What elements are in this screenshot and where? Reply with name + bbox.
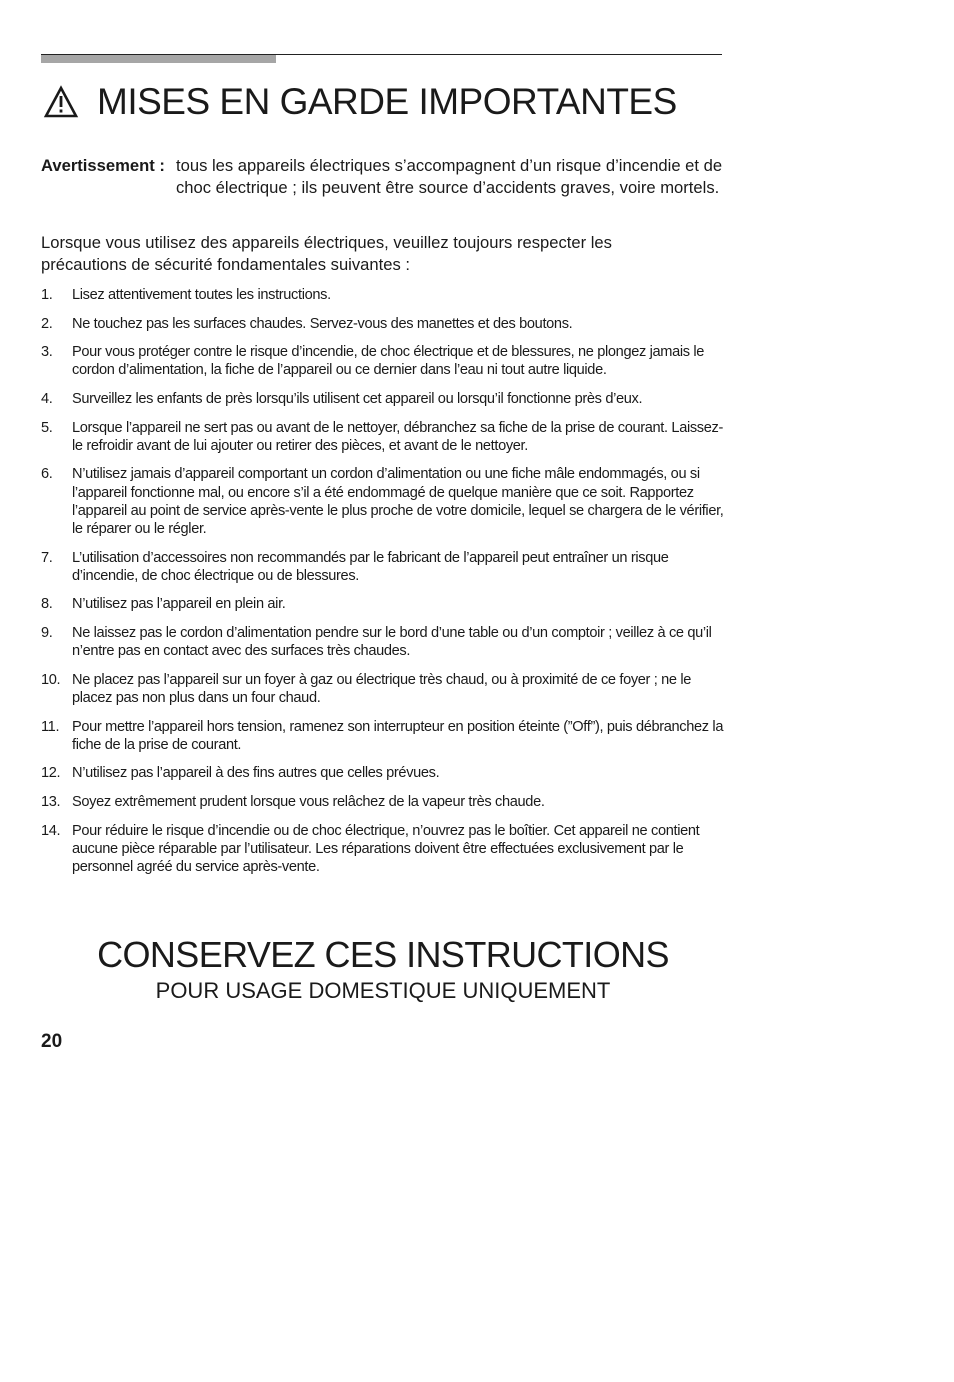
item-text: Soyez extrêmement prudent lorsque vous relâchez de la vapeur très chaude. xyxy=(72,793,545,810)
list-item xyxy=(41,315,731,333)
item-text: Ne placez pas l’appareil sur un foyer à gaz ou électrique très chaud, ou à proximité de ce foyer ; ne le placez pas non plus dans un four chaud. xyxy=(72,671,692,706)
intro-paragraph: Lorsque vous utilisez des appareils électriques, veuillez toujours respecter les précautions de sécurité fondamentales suivantes : xyxy=(41,233,612,274)
item-number: 1. xyxy=(41,287,53,303)
item-number: 13. xyxy=(41,793,61,810)
list-item xyxy=(41,595,731,613)
item-number: 7. xyxy=(41,549,53,566)
item-text: Pour vous protéger contre le risque d’incendie, de choc électrique et de blessures, ne plongez jamais le cordon d’alimentation, la fiche de l’appareil ou ce dernier dans l’eau ni tout autre liquide. xyxy=(72,344,705,379)
list-item xyxy=(41,624,731,660)
item-text: Ne touchez pas les surfaces chaudes. Servez-vous des manettes et des boutons. xyxy=(72,315,573,332)
item-number: 3. xyxy=(41,344,53,361)
warning-paragraph xyxy=(41,155,741,199)
item-number: 11. xyxy=(41,718,60,735)
item-number: 9. xyxy=(41,624,53,641)
item-number: 2. xyxy=(41,315,53,332)
warning-label: Avertissement : xyxy=(41,156,165,175)
item-number: 14. xyxy=(41,822,61,839)
item-text: N’utilisez jamais d’appareil comportant un cordon d’alimentation ou une fiche mâle endommagés, ou si l’appareil fonctionne mal, ou encore s’il a été endommagé de quelque manière que ce soit. Rapportez l’appareil au point de service après-vente le plus proche de votre domicile, lequel se chargera de le vérifier, le réparer ou le régler. xyxy=(72,466,724,537)
item-text: Ne laissez pas le cordon d’alimentation pendre sur le bord d’une table ou d’un comptoir ; veillez à ce qu’il n’entre pas en contact avec des surfaces très chaudes. xyxy=(72,624,712,660)
page-title: MISES EN GARDE IMPORTANTES xyxy=(97,81,677,122)
list-item xyxy=(41,549,731,585)
save-instructions-heading: CONSERVEZ CES INSTRUCTIONS xyxy=(97,934,669,975)
item-text: L’utilisation d’accessoires non recommandés par le fabricant de l’appareil peut entraîner un risque d’incendie, de choc électrique ou de blessures. xyxy=(72,549,669,584)
list-item xyxy=(41,718,731,754)
item-text: Lorsque l’appareil ne sert pas ou avant de le nettoyer, débranchez sa fiche de la prise de courant. Laissez-le refroidir avant de lui ajouter ou retirer des pièces, et avant de le nettoyer. xyxy=(72,419,723,454)
item-number: 10. xyxy=(41,671,61,688)
list-item xyxy=(41,419,731,455)
item-number: 12. xyxy=(41,765,61,782)
item-number: 6. xyxy=(41,466,53,483)
top-accent-bar xyxy=(41,55,276,63)
item-text: N’utilisez pas l’appareil à des fins autres que celles prévues. xyxy=(72,765,440,782)
item-number: 5. xyxy=(41,419,53,436)
item-text: Pour mettre l’appareil hors tension, ramenez son interrupteur en position éteinte (”Off”), puis débranchez la fiche de la prise de courant. xyxy=(72,718,724,753)
household-use-subheading: POUR USAGE DOMESTIQUE UNIQUEMENT xyxy=(155,978,611,1003)
item-text: N’utilisez pas l’appareil en plein air. xyxy=(72,596,286,613)
list-item xyxy=(41,465,731,538)
item-text: Surveillez les enfants de près lorsqu’ils utilisent cet appareil ou lorsqu’il fonctionne près d’eux. xyxy=(72,390,643,407)
list-item xyxy=(41,343,731,379)
item-number: 8. xyxy=(41,596,53,613)
item-text: Pour réduire le risque d’incendie ou de choc électrique, n’ouvrez pas le boîtier. Cet appareil ne contient aucune pièce réparable par l’utilisateur. Les réparations doivent être effectuées exclusivement par le personnel agréé du service après-vente. xyxy=(72,822,700,875)
list-item xyxy=(41,822,731,877)
list-item xyxy=(41,671,731,707)
list-item xyxy=(41,390,731,408)
item-text: Lisez attentivement toutes les instructions. xyxy=(72,287,331,303)
page-number: 20 xyxy=(41,1031,63,1052)
item-number: 4. xyxy=(41,390,53,407)
page-header xyxy=(41,80,677,124)
warning-triangle-icon xyxy=(41,82,81,122)
safety-instructions-list xyxy=(41,286,731,887)
list-item xyxy=(41,286,731,304)
list-item xyxy=(41,793,731,811)
list-item xyxy=(41,764,731,782)
warning-text: tous les appareils électriques s’accompagnent d’un risque d’incendie et de choc électrique ; ils peuvent être source d’accidents graves, voire mortels. xyxy=(176,156,723,197)
